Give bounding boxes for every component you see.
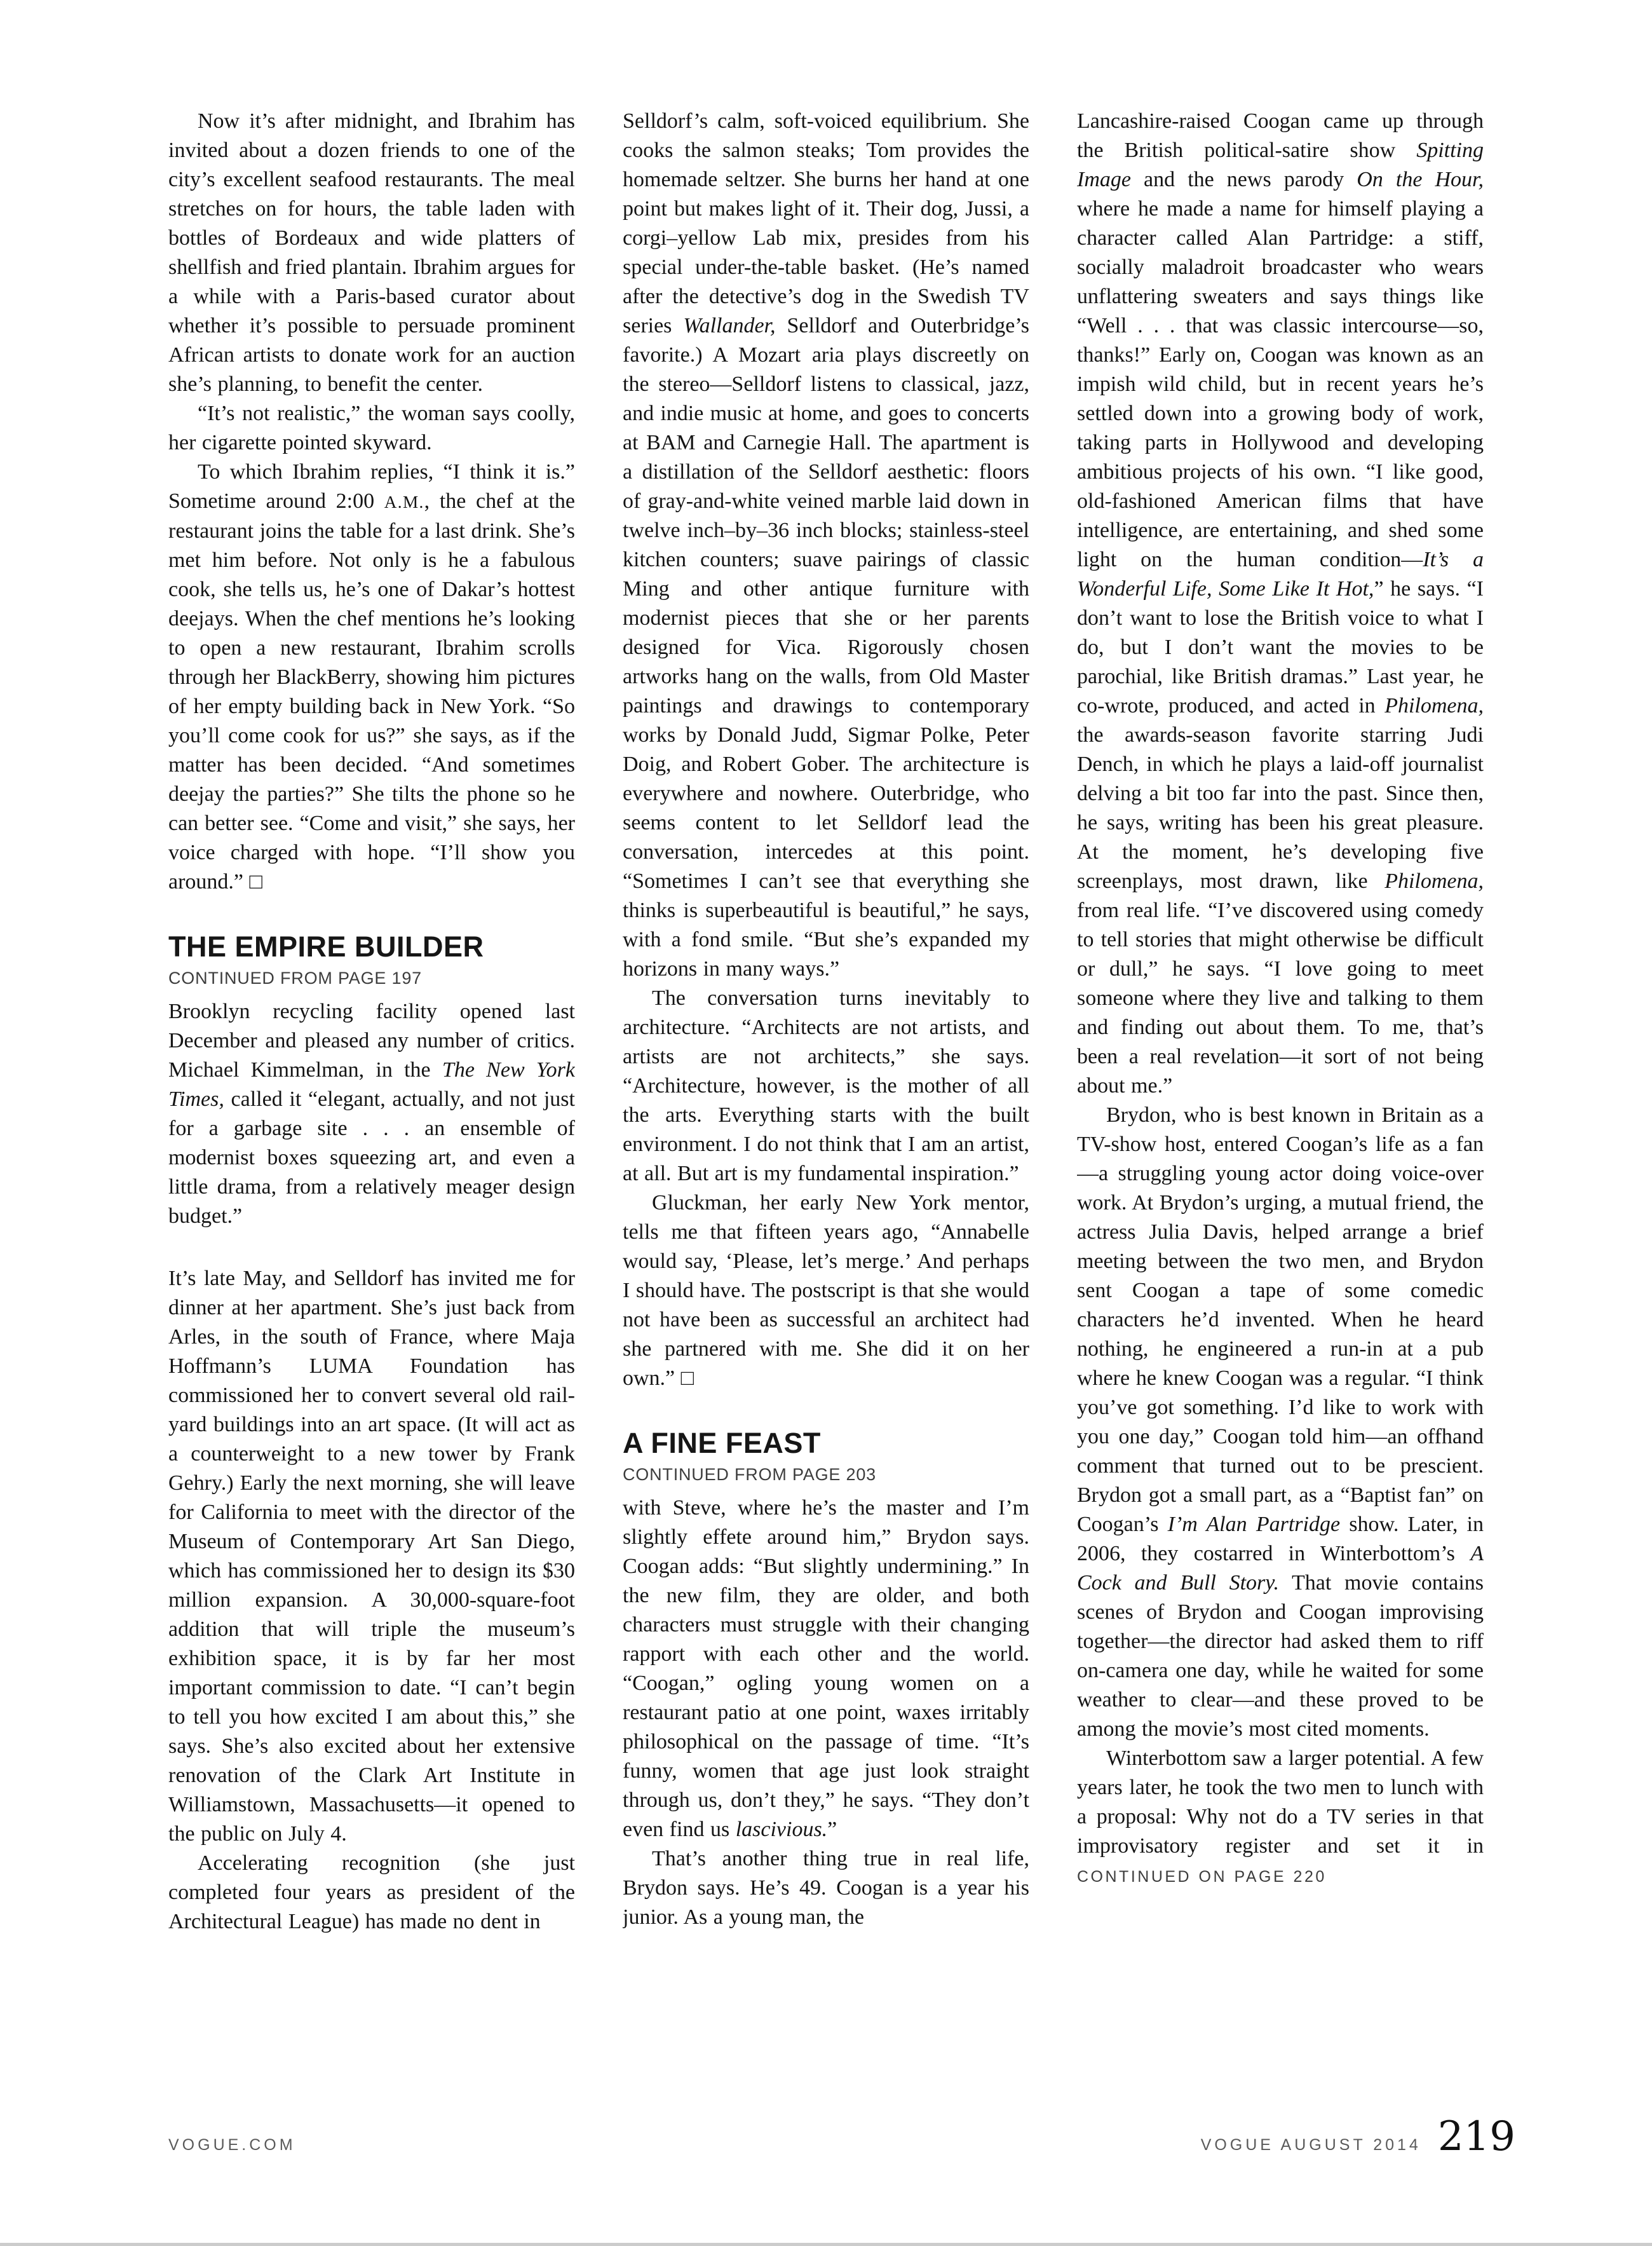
text-run: Accelerating recognition (she just completed four years as president of the Architectural League) has made no dent in	[168, 1851, 575, 1933]
text-run: Winterbottom saw a larger potential. A few years later, he took the two men to lunch with a proposal: Why not do a TV series in that improvisatory register and set it in	[1077, 1746, 1484, 1858]
text-run: The New York Times,	[168, 1058, 575, 1111]
text-run: and the news parody	[1130, 168, 1357, 191]
section-title: THE EMPIRE BUILDER	[168, 930, 484, 963]
text-run: It’s late May, and Selldorf has invited me for dinner at her apartment. She’s just back from Arles, in the south of France, where Maja Hoffmann’s LUMA Foundation has commissioned her to convert several old rail-yard buildings into an art space. (It will act as a counterweight to a new tower by Frank Gehry.) Early the next morning, she will leave for California to meet with the director of the Museum of Contemporary Art San Diego, which has commissioned her to design its $30 million expansion. A 30,000-square-foot addition that will triple the museum’s exhibition space, it is by far her most important commission to date. “I can’t begin to tell you how excited I am about this,” she says. She’s also excited about her extensive renovation of the Clark Art Institute in Williamstown, Massachusetts—it opened to the public on July 4.	[168, 1266, 575, 1846]
text-run: Spitting Image	[1077, 139, 1484, 191]
text-run: Selldorf and Outerbridge’s favorite.) A Mozart aria plays discreetly on the stereo—Selldorf listens to classical, jazz, and indie music at home, and goes to concerts at BAM and Carnegie Hall. The apartment is a distillation of the Selldorf aesthetic: floors of gray-and-white veined marble laid down in twelve inch–by–36 inch blocks; stainless-steel kitchen counters; suave pairings of classic Ming and other antique furniture with modernist pieces that she or her parents designed for Vica. Rigorously chosen artworks hang on the walls, from Old Master paintings and drawings to contemporary works by Donald Judd, Sigmar Polke, Peter Doig, and Robert Gober. The architecture is everywhere and nowhere. Outerbridge, who seems content to let Selldorf lead the conversation, intercedes at this point. “Sometimes I can’t see that everything she thinks is superbeautiful is beautiful,” he says, with a fond smile. “But she’s expanded my horizons in many ways.”	[623, 314, 1029, 981]
body-paragraph	[168, 997, 575, 1231]
text-run: “It’s not realistic,” the woman says coolly, her cigarette pointed skyward.	[168, 402, 575, 454]
article-column-3	[1077, 107, 1484, 2083]
text-run: Selldorf’s calm, soft-voiced equilibrium. She cooks the salmon steaks; Tom provides the homemade seltzer. She burns her hand at one point but makes light of it. Their dog, Jussi, a corgi–yellow Lab mix, presides from his special under-the-table basket. (He’s named after the detective’s dog in the Swedish TV series	[623, 109, 1029, 337]
text-run: Philomena,	[1385, 694, 1484, 718]
page-bottom-edge	[0, 2243, 1652, 2246]
article-column-2	[623, 107, 1029, 2083]
footer-right	[1200, 2113, 1515, 2160]
body-paragraph	[623, 1844, 1029, 1932]
text-run: Brooklyn recycling facility opened last December and pleased any number of critics. Michael Kimmelman, in the	[168, 999, 575, 1082]
section-heading	[168, 931, 575, 988]
text-run: called it “elegant, actually, and not just for a garbage site . . . an ensemble of modernist boxes squeezing art, and even a little drama, from a relatively meager design budget.”	[168, 1087, 575, 1228]
text-run: Philomena,	[1385, 869, 1484, 893]
page-number: 219	[1437, 2113, 1515, 2160]
continued-from-label: CONTINUED FROM PAGE 203	[623, 1464, 876, 1484]
page-footer	[168, 2113, 1515, 2160]
text-run: ”	[827, 1817, 837, 1841]
text-run: It’s a Wonderful Life, Some Like It Hot,	[1077, 548, 1484, 601]
text-run: Gluckman, her early New York mentor, tells me that fifteen years ago, “Annabelle would say, ‘Please, let’s merge.’ And perhaps I should have. The postscript is that she would not have been as successful an architect had she partnered with me. She did it on her own.” □	[623, 1191, 1029, 1390]
text-run: That movie contains scenes of Brydon and Coogan improvising together—the director had asked them to riff on-camera one day, while he waited for some weather to clear—and these proved to be among the movie’s most cited moments.	[1077, 1571, 1484, 1741]
body-paragraph	[1077, 1101, 1484, 1744]
body-paragraph	[623, 107, 1029, 984]
text-run: where he made a name for himself playing a character called Alan Partridge: a stiff, socially maladroit broadcaster who wears unflattering sweaters and says things like “Well . . . that was classic intercourse—so, thanks!” Early on, Coogan was known as an impish wild child, but in recent years he’s settled down into a growing body of work, taking parts in Hollywood and developing ambitious projects of his own. “I like good, old-fashioned American films that have intelligence, are entertaining, and shed some light on the human condition—	[1077, 197, 1484, 571]
body-paragraph	[623, 1188, 1029, 1393]
section-heading	[623, 1427, 1029, 1485]
body-paragraph	[168, 458, 575, 897]
body-paragraph	[623, 1494, 1029, 1844]
article-columns	[168, 107, 1484, 2083]
text-run: A Cock and Bull Story.	[1077, 1542, 1484, 1595]
text-run: Lancashire-raised Coogan came up through the British political-satire show	[1077, 109, 1484, 162]
text-run: To which Ibrahim replies, “I think it is.” Sometime around 2:00	[168, 460, 575, 513]
article-column-1	[168, 107, 575, 2083]
text-run: the awards-season favorite starring Judi Dench, in which he plays a laid-off journalist delving a bit too far into the past. Since then, he says, writing has been his great pleasure. At the moment, he’s developing five screenplays, most drawn, like	[1077, 723, 1484, 893]
body-paragraph	[168, 1849, 575, 1936]
continued-on-label: CONTINUED ON PAGE 220	[1077, 1868, 1327, 1886]
body-paragraph	[168, 399, 575, 458]
text-run: I’m Alan Partridge	[1167, 1513, 1341, 1536]
text-run: Wallander,	[683, 314, 776, 337]
text-run: On the Hour,	[1357, 168, 1484, 191]
text-run: ” he says. “I don’t want to lose the British voice to what I do, but I don’t want the movies to be parochial, like British dramas.” Last year, he co-wrote, produced, and acted in	[1077, 577, 1484, 718]
body-paragraph	[1077, 107, 1484, 1101]
continued-from-label: CONTINUED FROM PAGE 197	[168, 968, 422, 988]
text-run: lascivious.	[735, 1817, 828, 1841]
text-run: with Steve, where he’s the master and I’m slightly effete around him,” Brydon says. Coogan adds: “But slightly undermining.” In the new film, they are older, and both characters must struggle with their changing rapport with each other and the world. “Coogan,” ogling young women on a restaurant patio at one point, waxes irritably philosophical on the passage of time. “It’s funny, women that age just look straight through us, don’t they,” he says. “They don’t even find us	[623, 1495, 1029, 1841]
body-paragraph	[1077, 1744, 1484, 1891]
text-run: Brydon, who is best known in Britain as a TV-show host, entered Coogan’s life as a fan—a struggling young actor doing voice-over work. At Brydon’s urging, a mutual friend, the actress Julia Davis, helped arrange a brief meeting between the two men, and Brydon sent Coogan a tape of some comedic characters he’d invented. When he heard nothing, he engineered a run-in at a pub where he knew Coogan was a regular. “I think you’ve got something. I’d like to work with you one day,” Coogan told him—an offhand comment that turned out to be prescient. Brydon got a small part, as a “Baptist fan” on Coogan’s	[1077, 1103, 1484, 1536]
site-label: VOGUE.COM	[168, 2136, 296, 2154]
text-run: That’s another thing true in real life, Brydon says. He’s 49. Coogan is a year his junior. As a young man, the	[623, 1846, 1029, 1929]
text-run: , the chef at the restaurant joins the table for a last drink. She’s met him before. Not only is he a fabulous cook, she tells us, he’s one of Dakar’s hottest deejays. When the chef mentions he’s looking to open a new restaurant, Ibrahim scrolls through her BlackBerry, showing him pictures of her empty building back in New York. “So you’ll come cook for us?” she says, as if the matter has been decided. “And sometimes deejay the parties?” She tilts the phone so he can better see. “Come and visit,” she says, her voice charged with hope. “I’ll show you around.” □	[168, 489, 575, 894]
text-run: Now it’s after midnight, and Ibrahim has invited about a dozen friends to one of the city’s excellent seafood restaurants. The meal stretches on for hours, the table laden with bottles of Bordeaux and wide platters of shellfish and fried plantain. Ibrahim argues for a while with a Paris-based curator about whether it’s possible to persuade prominent African artists to donate work for an auction she’s planning, to benefit the center.	[168, 109, 575, 396]
body-paragraph	[168, 1264, 575, 1849]
section-title: A FINE FEAST	[623, 1427, 821, 1459]
text-run: show. Later, in 2006, they costarred in Winterbottom’s	[1077, 1513, 1484, 1565]
body-paragraph	[168, 107, 575, 399]
text-run: The conversation turns inevitably to architecture. “Architects are not artists, and artists are not architects,” she says. “Architecture, however, is the mother of all the arts. Everything starts with the built environment. I do not think that I am an artist, at all. But art is my fundamental inspiration.”	[623, 986, 1029, 1185]
issue-label: VOGUE AUGUST 2014	[1200, 2136, 1421, 2154]
text-run: from real life. “I’ve discovered using comedy to tell stories that might otherwise be difficult or dull,” he says. “I love going to meet someone where they live and talking to them and finding out about them. To me, that’s been a real revelation—it sort of not being about me.”	[1077, 899, 1484, 1098]
body-paragraph	[623, 984, 1029, 1188]
text-run: A.M.	[384, 493, 424, 512]
